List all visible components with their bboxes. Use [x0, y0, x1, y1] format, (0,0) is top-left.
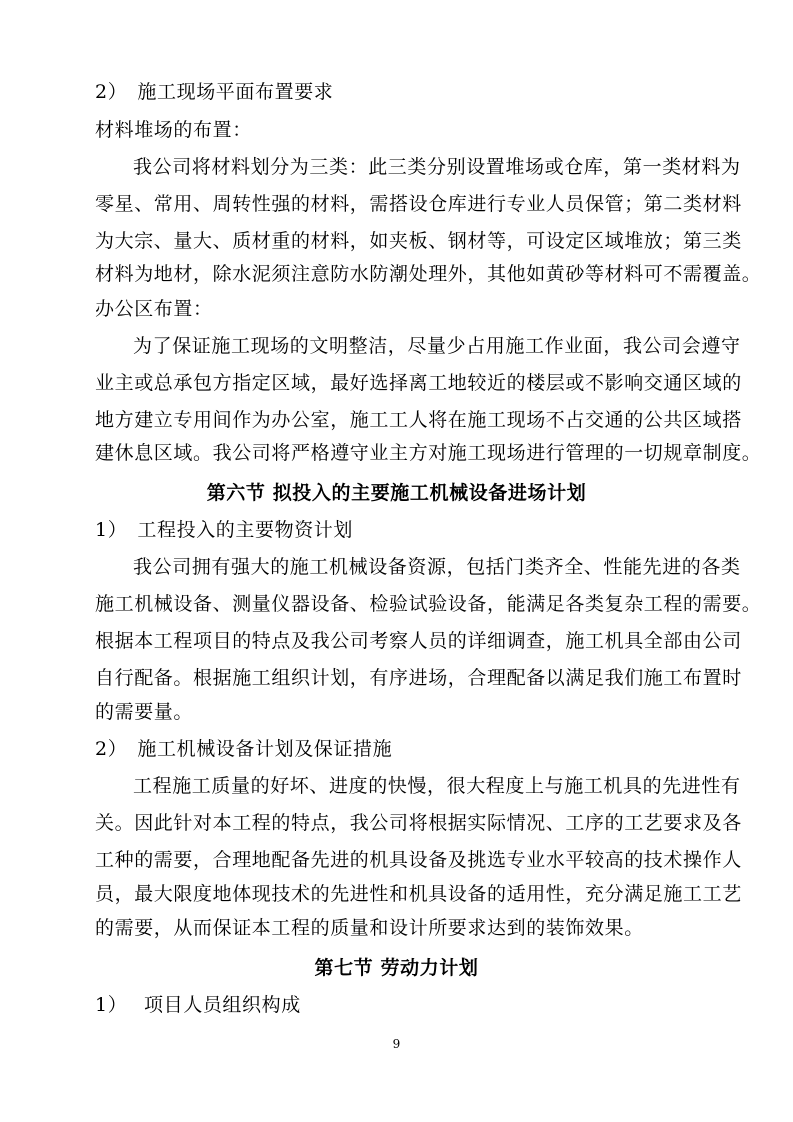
section-7-title: 第七节 劳动力计划 — [314, 957, 479, 979]
office-heading: 办公区布置： — [95, 298, 213, 320]
equipment-paragraph-line: 我公司拥有强大的施工机械设备资源，包括门类齐全、性能先进的各类 — [133, 556, 741, 578]
equipment-paragraph-line: 施工机械设备、测量仪器设备、检验试验设备，能满足各类复杂工程的需要。 — [95, 593, 762, 615]
equipment-paragraph-line: 根据本工程项目的特点及我公司考察人员的详细调查，施工机具全部由公司 — [95, 630, 742, 652]
office-paragraph-line: 地方建立专用间作为办公室，施工工人将在施工现场不占交通的公共区域搭 — [95, 409, 742, 431]
office-paragraph-line: 建休息区域。我公司将严格遵守业主方对施工现场进行管理的一切规章制度。 — [95, 442, 762, 464]
office-paragraph-line: 业主或总承包方指定区域，最好选择离工地较近的楼层或不影响交通区域的 — [95, 372, 742, 394]
quality-paragraph-line: 的需要，从而保证本工程的质量和设计所要求达到的装饰效果。 — [95, 917, 644, 939]
materials-paragraph-line: 我公司将材料划分为三类：此三类分别设置堆场或仓库，第一类材料为 — [133, 156, 741, 178]
section-7-item-1: 1） 项目人员组织构成 — [95, 994, 301, 1016]
section-6-title: 第六节 拟投入的主要施工机械设备进场计划 — [206, 482, 587, 504]
equipment-paragraph-line: 自行配备。根据施工组织计划，有序进场，合理配备以满足我们施工布置时 — [95, 667, 742, 689]
materials-paragraph-line: 零星、常用、周转性强的材料，需搭设仓库进行专业人员保管；第二类材料 — [95, 193, 742, 215]
section-6-item-2: 2） 施工机械设备计划及保证措施 — [95, 738, 393, 760]
section-5-item-2: 2） 施工现场平面布置要求 — [95, 81, 334, 103]
section-6-item-1: 1） 工程投入的主要物资计划 — [95, 519, 353, 541]
page-number: 9 — [392, 1037, 401, 1051]
materials-heading: 材料堆场的布置： — [95, 119, 252, 141]
materials-paragraph-line: 材料为地材，除水泥须注意防水防潮处理外，其他如黄砂等材料可不需覆盖。 — [95, 263, 762, 285]
materials-paragraph-line: 为大宗、量大、质材重的材料，如夹板、钢材等，可设定区域堆放；第三类 — [95, 230, 742, 252]
equipment-paragraph-line: 的需要量。 — [95, 701, 194, 723]
quality-paragraph-line: 关。因此针对本工程的特点，我公司将根据实际情况、工序的工艺要求及各 — [95, 812, 742, 834]
quality-paragraph-line: 工程施工质量的好坏、进度的快慢，很大程度上与施工机具的先进性有 — [133, 775, 741, 797]
quality-paragraph-line: 员，最大限度地体现技术的先进性和机具设备的适用性，充分满足施工工艺 — [95, 883, 742, 905]
quality-paragraph-line: 工种的需要，合理地配备先进的机具设备及挑选专业水平较高的技术操作人 — [95, 849, 742, 871]
office-paragraph-line: 为了保证施工现场的文明整洁，尽量少占用施工作业面，我公司会遵守 — [133, 335, 741, 357]
